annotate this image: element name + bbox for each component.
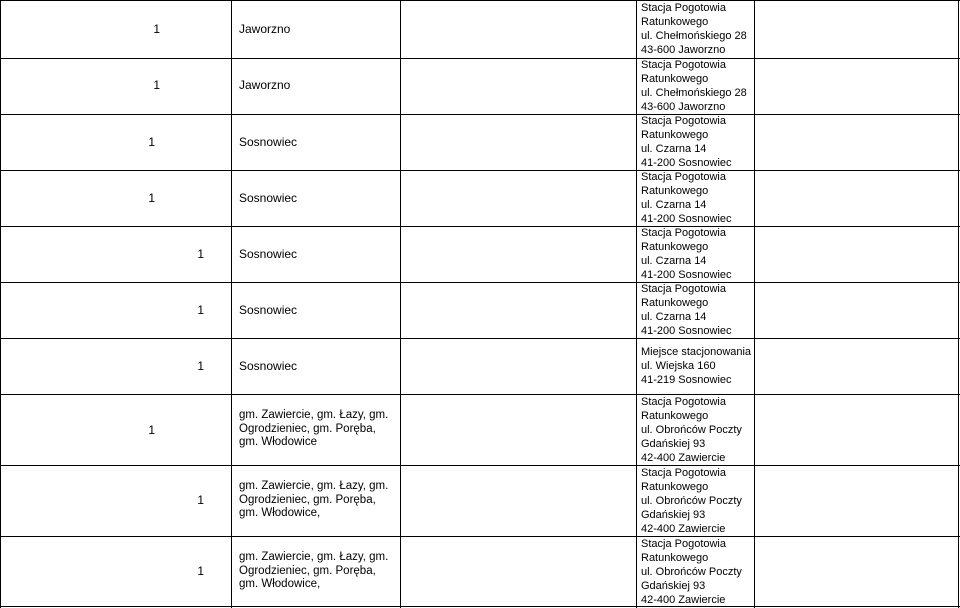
row-divider [0, 114, 960, 115]
address-line: Stacja Pogotowia [641, 2, 726, 14]
address-line: 43-600 Jaworzno [641, 101, 726, 113]
address-line: ul. Obrońców Poczty [641, 495, 742, 507]
address-line: 41-200 Sosnowiec [641, 213, 732, 225]
address-line: 42-400 Zawiercie [641, 452, 726, 464]
address-line: 42-400 Zawiercie [641, 523, 726, 535]
address-line: 41-200 Sosnowiec [641, 325, 732, 337]
address-line: ul. Chełmońskiego 28 [641, 30, 747, 42]
address-line: Stacja Pogotowia [641, 115, 726, 127]
row-divider [0, 282, 960, 283]
address-cell [641, 282, 732, 338]
row-divider [0, 226, 960, 227]
place-cell: Sosnowiec [239, 191, 298, 205]
address-line: Ratunkowego [641, 73, 709, 85]
place-cell: gm. Zawiercie, gm. Łazy, gm. Ogrodzieniec, gm. Poręba, gm. Włodowice [239, 409, 389, 448]
address-cell [641, 1, 747, 57]
address-line: Gdańskiej 93 [641, 438, 706, 450]
address-line: ul. Czarna 14 [641, 143, 707, 155]
place-cell: Sosnowiec [239, 359, 298, 373]
column-divider [400, 0, 401, 608]
address-line: Gdańskiej 93 [641, 580, 706, 592]
address-cell [641, 226, 732, 282]
address-line: Stacja Pogotowia [641, 227, 726, 239]
count-cell: 1 [197, 303, 204, 317]
address-cell [641, 58, 747, 114]
address-line: Stacja Pogotowia [641, 283, 726, 295]
address-line: Stacja Pogotowia [641, 59, 726, 71]
address-line: 43-600 Jaworzno [641, 44, 726, 56]
address-line: ul. Chełmońskiego 28 [641, 87, 747, 99]
count-cell: 1 [197, 247, 204, 261]
address-cell [641, 114, 732, 170]
row-divider [0, 58, 960, 59]
address-line: Ratunkowego [641, 16, 709, 28]
count-cell: 1 [148, 135, 155, 149]
column-divider [636, 0, 637, 608]
count-cell: 1 [148, 191, 155, 205]
count-cell: 1 [197, 564, 204, 578]
column-divider [958, 0, 959, 608]
count-cell: 1 [197, 493, 204, 507]
place-cell: gm. Zawiercie, gm. Łazy, gm. Ogrodzieniec, gm. Poręba, gm. Włodowice, [239, 551, 389, 590]
address-line: ul. Obrońców Poczty [641, 424, 742, 436]
address-line: Ratunkowego [641, 297, 709, 309]
address-line: ul. Czarna 14 [641, 199, 707, 211]
address-cell [641, 466, 742, 536]
address-line: Ratunkowego [641, 241, 709, 253]
row-divider [0, 536, 960, 537]
address-line: 41-200 Sosnowiec [641, 269, 732, 281]
address-line: 42-400 Zawiercie [641, 594, 726, 606]
address-line: 41-200 Sosnowiec [641, 157, 732, 169]
place-cell: Sosnowiec [239, 247, 298, 261]
address-line: Stacja Pogotowia [641, 538, 726, 550]
count-cell: 1 [153, 22, 160, 36]
place-cell: Jaworzno [239, 78, 291, 92]
count-cell: 1 [153, 78, 160, 92]
column-divider [0, 0, 1, 608]
address-line: ul. Czarna 14 [641, 311, 707, 323]
row-divider [0, 606, 960, 607]
place-cell: gm. Zawiercie, gm. Łazy, gm. Ogrodzieniec, gm. Poręba, gm. Włodowice, [239, 480, 389, 519]
address-line: Miejsce stacjonowania [641, 346, 752, 358]
row-divider [0, 0, 960, 1]
address-cell [641, 395, 742, 465]
address-line: Stacja Pogotowia [641, 171, 726, 183]
address-cell [641, 170, 732, 226]
address-cell [641, 345, 751, 387]
address-line: Stacja Pogotowia [641, 396, 726, 408]
address-line: Ratunkowego [641, 410, 709, 422]
row-divider [0, 394, 960, 395]
row-divider [0, 170, 960, 171]
row-divider [0, 338, 960, 339]
column-divider [754, 0, 755, 608]
address-cell [641, 537, 742, 607]
address-line: Stacja Pogotowia [641, 467, 726, 479]
address-line: ul. Wiejska 160 [641, 360, 716, 372]
address-line: Ratunkowego [641, 552, 709, 564]
place-cell: Sosnowiec [239, 135, 298, 149]
row-divider [0, 465, 960, 466]
address-line: Ratunkowego [641, 129, 709, 141]
address-line: Ratunkowego [641, 481, 709, 493]
place-cell: Sosnowiec [239, 303, 298, 317]
count-cell: 1 [148, 423, 155, 437]
place-cell: Jaworzno [239, 22, 291, 36]
count-cell: 1 [197, 359, 204, 373]
column-divider [231, 0, 232, 608]
address-line: Ratunkowego [641, 185, 709, 197]
address-line: Gdańskiej 93 [641, 509, 706, 521]
address-line: ul. Czarna 14 [641, 255, 707, 267]
address-line: 41-219 Sosnowiec [641, 374, 732, 386]
address-line: ul. Obrońców Poczty [641, 566, 742, 578]
